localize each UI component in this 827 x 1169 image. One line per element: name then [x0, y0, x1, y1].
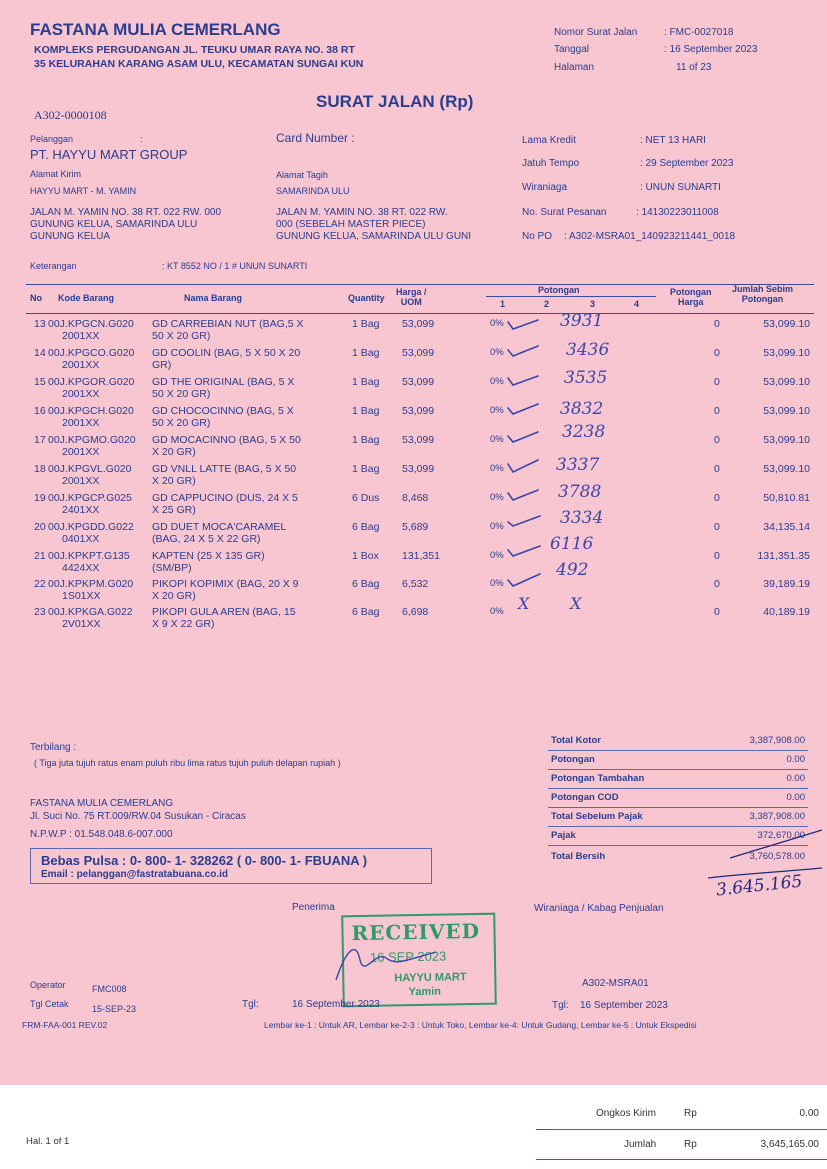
company-address-line1: KOMPLEKS PERGUDANGAN JL. TEUKU UMAR RAYA NO. 38 RT [34, 44, 355, 56]
row-harga: 131,351 [402, 550, 440, 562]
checkmarks-icon [504, 318, 544, 608]
total-value: 0.00 [786, 773, 805, 784]
row-no: 13 [34, 318, 46, 330]
row-nama: GD MOCACINNO (BAG, 5 X 50 [152, 434, 301, 446]
total-label: Potongan COD [551, 792, 619, 803]
row-pct: 0% [490, 405, 504, 416]
table-row [26, 368, 814, 406]
row-handwritten-note: 3931 [560, 311, 604, 331]
operator-label: Operator [30, 980, 66, 990]
jumlah-currency: Rp [684, 1139, 697, 1150]
tanggal-label: Tanggal [554, 44, 590, 55]
tagih-address-2: 000 (SEBELAH MASTER PIECE) [276, 219, 426, 230]
row-potongan-harga: 0 [714, 434, 720, 446]
total-label: Total Bersih [551, 851, 606, 862]
wiraniaga-value: : UNUN SUNARTI [640, 182, 721, 193]
row-kode2: 2001XX [62, 359, 100, 371]
stamp-sub2: Yamin [408, 985, 442, 999]
row-harga: 6,698 [402, 606, 429, 618]
alamat-tagih-label: Alamat Tagih [276, 170, 328, 180]
card-number-label: Card Number : [276, 131, 355, 145]
summary-divider-bottom [536, 1159, 827, 1160]
row-handwritten-note: 3238 [562, 422, 606, 442]
tagih-address-3: GUNUNG KELUA, SAMARINDA ULU GUNI [276, 231, 472, 242]
row-jumlah: 39,189.19 [763, 578, 810, 590]
total-row [548, 769, 808, 789]
company-name: FASTANA MULIA CEMERLANG [30, 20, 281, 39]
row-nama2: 50 X 20 GR) [152, 417, 211, 429]
total-value: 0.00 [786, 754, 805, 765]
signature-icon [326, 930, 446, 990]
row-harga: 53,099 [402, 347, 435, 359]
kirim-address-2: GUNUNG KELUA, SAMARINDA ULU [30, 219, 198, 230]
row-nama: PIKOPI GULA AREN (BAG, 15 [152, 606, 296, 618]
tgl-2-label: Tgl: [552, 1000, 569, 1011]
row-pct: 0% [490, 318, 504, 329]
row-no: 14 [34, 347, 46, 359]
footer-email: Email : pelanggan@fastratabuana.co.id [41, 869, 229, 880]
total-label: Pajak [551, 830, 576, 841]
row-jumlah: 53,099.10 [763, 318, 810, 330]
row-kode: 00J.KPKPM.G020 [48, 578, 134, 590]
total-label: Total Sebelum Pajak [551, 811, 643, 822]
row-kode2: 2001XX [62, 330, 100, 342]
row-nama: PIKOPI KOPIMIX (BAG, 20 X 9 [152, 578, 299, 590]
stamp-date: 16 SEP 2023 [369, 948, 447, 965]
row-kode2: 2001XX [62, 446, 100, 458]
row-kode: 00J.KPGCN.G020 [48, 318, 134, 330]
col-nama: Nama Barang [184, 293, 243, 303]
row-jumlah: 34,135.14 [763, 521, 810, 533]
row-harga: 53,099 [402, 376, 435, 388]
row-kode2: 2001XX [62, 475, 100, 487]
row-potongan-harga: 0 [714, 405, 720, 417]
row-harga: 5,689 [402, 521, 429, 533]
row-potongan-harga: 0 [714, 347, 720, 359]
terbilang-value: ( Tiga juta tujuh ratus enam puluh ribu lima ratus tujuh puluh delapan rupiah ) [34, 758, 341, 768]
row-pct: 0% [490, 434, 504, 445]
row-no: 21 [34, 550, 46, 562]
row-harga: 8,468 [402, 492, 429, 504]
row-qty: 1 Bag [352, 434, 380, 446]
total-value: 0.00 [786, 792, 805, 803]
wiraniaga-kabag-label: Wiraniaga / Kabag Penjualan [534, 903, 664, 914]
tgl-1-label: Tgl: [242, 999, 259, 1010]
doc-title: SURAT JALAN (Rp) [316, 92, 474, 111]
row-qty: 1 Bag [352, 347, 380, 359]
row-harga: 53,099 [402, 405, 435, 417]
row-nama2: X 20 GR) [152, 446, 196, 458]
row-jumlah: 131,351.35 [757, 550, 810, 562]
row-handwritten-note: 3334 [560, 508, 604, 528]
row-no: 16 [34, 405, 46, 417]
jatuh-tempo-label: Jatuh Tempo [522, 158, 580, 169]
row-jumlah: 53,099.10 [763, 434, 810, 446]
row-qty: 1 Bag [352, 376, 380, 388]
row-kode: 00J.KPGCH.G020 [48, 405, 134, 417]
row-qty: 6 Bag [352, 578, 380, 590]
row-jumlah: 53,099.10 [763, 463, 810, 475]
total-value: 3,387,908.00 [749, 735, 805, 746]
lembar-note: Lembar ke-1 : Untuk AR, Lembar ke-2-3 : Untuk Toko, Lembar ke-4: Untuk Gudang, Lembar ke-5 : Untuk Ekspedisi [264, 1020, 697, 1030]
po-value: : A302-MSRA01_140923211441_0018 [564, 231, 736, 242]
row-jumlah: 50,810.81 [763, 492, 810, 504]
row-handwritten-note: X X [518, 594, 582, 613]
pulsa-box [30, 848, 432, 884]
stamp-title: RECEIVED [351, 918, 481, 946]
row-nama: GD CARREBIAN NUT (BAG,5 X [152, 318, 304, 330]
table-row [26, 422, 814, 464]
row-handwritten-note: 3436 [566, 340, 610, 360]
row-kode: 00J.KPGVL.G020 [48, 463, 132, 475]
total-row [548, 807, 808, 827]
row-kode2: 2401XX [62, 504, 100, 516]
total-label: Total Kotor [551, 735, 601, 746]
row-no: 22 [34, 578, 46, 590]
row-potongan-harga: 0 [714, 318, 720, 330]
code-2: A302-MSRA01 [582, 978, 649, 989]
row-nama2: 50 X 20 GR) [152, 330, 211, 342]
jumlah-value: 3,645,165.00 [760, 1139, 819, 1150]
row-potongan-harga: 0 [714, 463, 720, 475]
col-quantity: Quantity [348, 293, 385, 303]
table-row [26, 340, 814, 377]
row-handwritten-note: 492 [556, 560, 589, 580]
row-pct: 0% [490, 376, 504, 387]
total-label: Potongan Tambahan [551, 773, 645, 784]
keterangan-value: : KT 8552 NO / 1 # UNUN SUNARTI [162, 261, 308, 271]
total-row [548, 788, 808, 808]
row-potongan-harga: 0 [714, 376, 720, 388]
footer-company-address: Jl. Suci No. 75 RT.009/RW.04 Susukan - Ciracas [30, 811, 246, 822]
row-kode: 00J.KPKPT.G135 [48, 550, 130, 562]
lama-kredit-value: : NET 13 HARI [640, 135, 706, 146]
tagih-address-1: JALAN M. YAMIN NO. 38 RT. 022 RW. [276, 207, 448, 218]
alamat-kirim-label: Alamat Kirim [30, 169, 82, 179]
row-kode: 00J.KPKGA.G022 [48, 606, 133, 618]
row-nama2: X 20 GR) [152, 475, 196, 487]
ongkos-kirim-value: 0.00 [799, 1108, 819, 1119]
row-nama2: 50 X 20 GR) [152, 388, 211, 400]
row-harga: 53,099 [402, 434, 435, 446]
ongkos-kirim-label: Ongkos Kirim [596, 1108, 657, 1119]
row-nama: GD COOLIN (BAG, 5 X 50 X 20 [152, 347, 301, 359]
row-kode2: 2001XX [62, 388, 100, 400]
row-handwritten-note: 3337 [556, 455, 600, 475]
row-pct: 0% [490, 521, 504, 532]
operator-value: FMC008 [92, 984, 127, 994]
col-p2: 2 [544, 299, 550, 309]
table-row [26, 399, 814, 435]
row-qty: 1 Bag [352, 463, 380, 475]
row-qty: 6 Bag [352, 606, 380, 618]
row-pct: 0% [490, 492, 504, 503]
row-nama2: X 20 GR) [152, 590, 196, 602]
row-kode2: 0401XX [62, 533, 100, 545]
tagih-city: SAMARINDA ULU [276, 186, 350, 196]
company-address-line2: 35 KELURAHAN KARANG ASAM ULU, KECAMATAN SUNGAI KUN [34, 58, 364, 70]
row-jumlah: 53,099.10 [763, 347, 810, 359]
po-label: No PO [522, 231, 553, 242]
row-potongan-harga: 0 [714, 492, 720, 504]
col-no: No [30, 293, 42, 303]
tgl-cetak-label: Tgl Cetak [30, 999, 69, 1009]
row-qty: 1 Box [352, 550, 379, 562]
row-kode: 00J.KPGDD.G022 [48, 521, 134, 533]
pelanggan-colon: : [140, 134, 143, 144]
row-kode: 00J.KPGCP.G025 [48, 492, 132, 504]
row-pct: 0% [490, 347, 504, 358]
row-potongan-harga: 0 [714, 606, 720, 618]
kirim-name: HAYYU MART - M. YAMIN [30, 186, 137, 196]
row-qty: 1 Bag [352, 318, 380, 330]
row-kode: 00J.KPGOR.G020 [48, 376, 135, 388]
total-row [548, 750, 808, 770]
row-potongan-harga: 0 [714, 578, 720, 590]
row-no: 18 [34, 463, 46, 475]
row-pct: 0% [490, 578, 504, 589]
summary-divider [536, 1129, 827, 1130]
wiraniaga-label: Wiraniaga [522, 182, 568, 193]
row-kode: 00J.KPGCO.G020 [48, 347, 135, 359]
handwritten-total: 3.645.165 [715, 871, 804, 901]
col-p4: 4 [634, 299, 640, 309]
terbilang-label: Terbilang : [30, 742, 77, 753]
row-nama: GD THE ORIGINAL (BAG, 5 X [152, 376, 295, 388]
table-row [26, 455, 814, 493]
penerima-label: Penerima [292, 902, 335, 913]
total-value: 3,387,908.00 [749, 811, 805, 822]
row-kode2: 2V01XX [62, 618, 101, 630]
row-no: 20 [34, 521, 46, 533]
row-nama2: (SM/BP) [152, 562, 192, 574]
row-nama2: (BAG, 24 X 5 X 22 GR) [152, 533, 261, 545]
viewer-footer [0, 1085, 827, 1169]
row-handwritten-note: 6116 [550, 534, 594, 554]
row-jumlah: 40,189.19 [763, 606, 810, 618]
row-jumlah: 53,099.10 [763, 376, 810, 388]
tgl-2-value: 16 September 2023 [580, 1000, 668, 1011]
col-p1: 1 [500, 299, 506, 309]
col-harga: Harga / UOM [396, 287, 427, 307]
footer-company-name: FASTANA MULIA CEMERLANG [30, 798, 174, 809]
row-potongan-harga: 0 [714, 550, 720, 562]
row-nama: GD DUET MOCA'CARAMEL [152, 521, 287, 533]
table-row [26, 311, 814, 348]
halaman-label: Halaman [554, 62, 595, 73]
lama-kredit-label: Lama Kredit [522, 135, 576, 146]
potongan-divider [486, 296, 656, 297]
row-kode: 00J.KPGMO.G020 [48, 434, 136, 446]
row-nama2: X 9 X 22 GR) [152, 618, 215, 630]
col-kode: Kode Barang [58, 293, 115, 303]
row-qty: 1 Bag [352, 405, 380, 417]
row-pct: 0% [490, 463, 504, 474]
row-pct: 0% [490, 606, 504, 617]
col-potongan-harga: Potongan Harga [670, 287, 712, 307]
items-table-header [26, 284, 814, 314]
total-value: 372,670.00 [757, 830, 805, 841]
kirim-address-1: JALAN M. YAMIN NO. 38 RT. 022 RW. 000 [30, 207, 222, 218]
row-qty: 6 Dus [352, 492, 380, 504]
row-kode2: 2001XX [62, 417, 100, 429]
row-nama: GD CHOCOCINNO (BAG, 5 X [152, 405, 294, 417]
tanggal-value: : 16 September 2023 [664, 44, 758, 55]
row-nama: GD VNLL LATTE (BAG, 5 X 50 [152, 463, 297, 475]
col-potongan: Potongan [538, 285, 580, 295]
bebas-pulsa: Bebas Pulsa : 0- 800- 1- 328262 ( 0- 800- 1- FBUANA ) [41, 853, 368, 868]
stamp-sub: HAYYU MART [394, 971, 467, 985]
halaman-value: 11 of 23 [676, 62, 712, 73]
form-code: FRM-FAA-001 REV.02 [22, 1020, 108, 1030]
nomor-label: Nomor Surat Jalan [554, 27, 638, 38]
row-no: 17 [34, 434, 46, 446]
surat-pesanan-label: No. Surat Pesanan [522, 207, 607, 218]
row-potongan-harga: 0 [714, 521, 720, 533]
col-jumlah: Jumlah Sebim Potongan [732, 284, 794, 304]
keterangan-label: Keterangan [30, 261, 77, 271]
total-row [548, 731, 808, 751]
row-nama: KAPTEN (25 X 135 GR) [152, 550, 265, 562]
row-nama2: GR) [152, 359, 172, 371]
col-p3: 3 [590, 299, 596, 309]
customer-name: PT. HAYYU MART GROUP [30, 147, 188, 162]
row-harga: 53,099 [402, 463, 435, 475]
row-jumlah: 53,099.10 [763, 405, 810, 417]
row-no: 15 [34, 376, 46, 388]
row-handwritten-note: 3788 [558, 482, 602, 502]
row-handwritten-note: 3535 [564, 368, 608, 388]
total-value: 3,760,578.00 [749, 851, 805, 862]
kirim-address-3: GUNUNG KELUA [30, 231, 111, 242]
row-qty: 6 Bag [352, 521, 380, 533]
row-kode2: 1S01XX [62, 590, 101, 602]
surat-pesanan-value: : 14130223011008 [636, 207, 719, 218]
row-nama2: X 25 GR) [152, 504, 196, 516]
footer-npwp: N.P.W.P : 01.548.048.6-007.000 [30, 829, 173, 840]
row-harga: 53,099 [402, 318, 435, 330]
doc-code: A302-0000108 [34, 108, 107, 122]
tgl-1-value: 16 September 2023 [292, 999, 380, 1010]
row-nama: GD CAPPUCINO (DUS, 24 X 5 [152, 492, 298, 504]
row-handwritten-note: 3832 [560, 399, 604, 419]
jatuh-tempo-value: : 29 September 2023 [640, 158, 734, 169]
nomor-value: : FMC-0027018 [664, 27, 734, 38]
ongkos-kirim-currency: Rp [684, 1108, 697, 1119]
row-pct: 0% [490, 550, 504, 561]
total-label: Potongan [551, 754, 595, 765]
page-indicator: Hal. 1 of 1 [26, 1136, 70, 1147]
row-no: 23 [34, 606, 46, 618]
row-no: 19 [34, 492, 46, 504]
row-kode2: 4424XX [62, 562, 100, 574]
pelanggan-label: Pelanggan [30, 134, 74, 144]
row-harga: 6,532 [402, 578, 429, 590]
jumlah-label: Jumlah [624, 1139, 657, 1150]
tgl-cetak-value: 15-SEP-23 [92, 1004, 137, 1014]
